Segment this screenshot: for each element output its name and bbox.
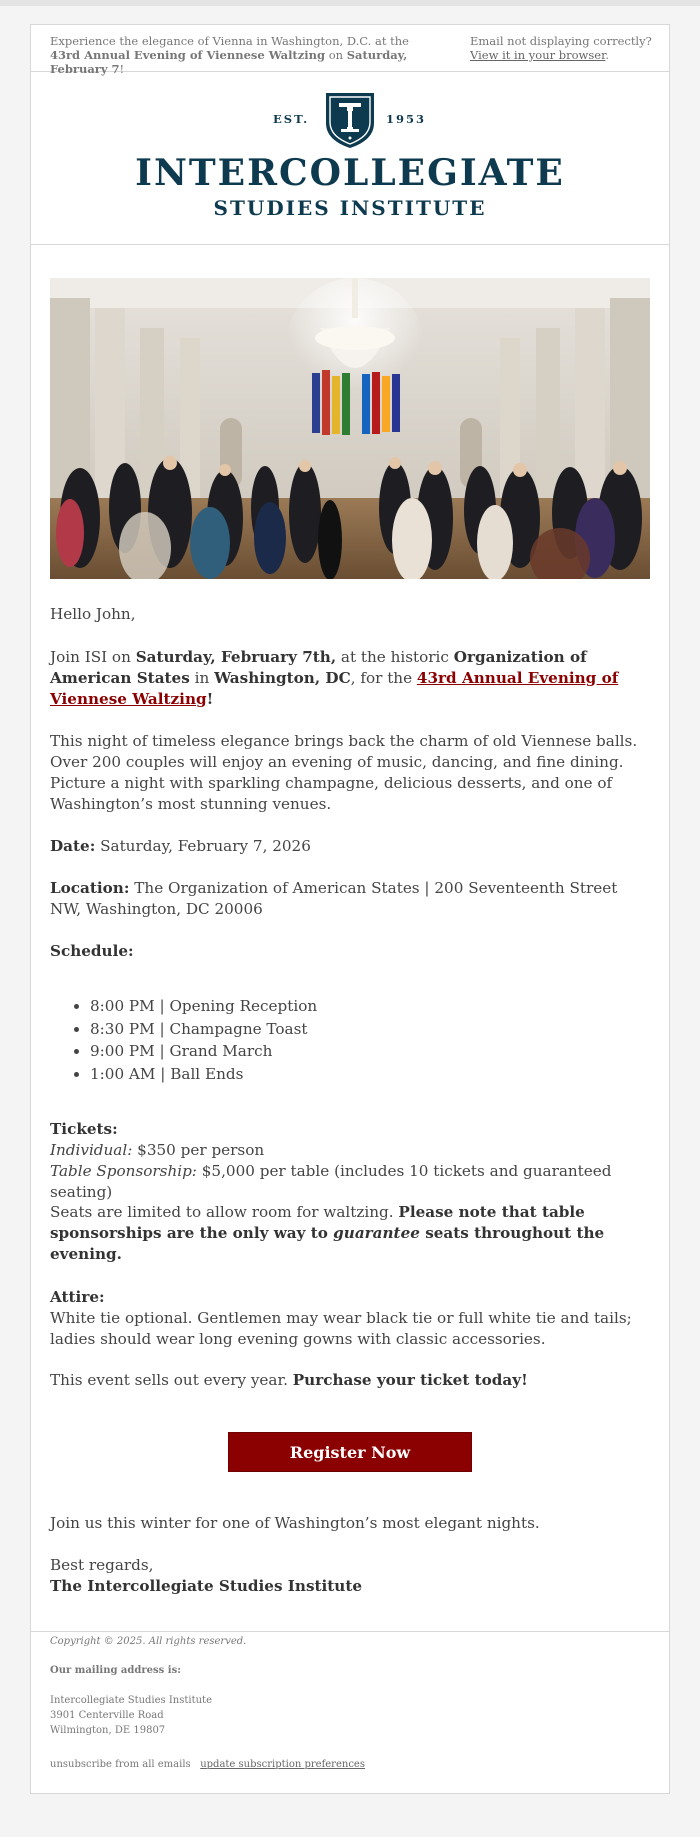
intro-paragraph: Join ISI on Saturday, February 7th, at the historic Organization of American States in Washington, DC, for the 43rd Annual Evening of Viennese Waltzing! — [50, 648, 619, 708]
attire-section: Attire: White tie optional. Gentlemen may wear black tie or full white tie and tails; ladies should wear long evening gowns with classic accessories. — [50, 1288, 632, 1348]
ballroom-photo — [50, 278, 650, 579]
seats-paragraph: Seats are limited to allow room for waltzing. Please note that table sponsorships are the only way to guarantee seats throughout the evening. — [50, 1203, 605, 1263]
schedule-item: • 8:30 PM | Champagne Toast — [90, 1018, 650, 1041]
preheader — [31, 25, 669, 76]
address-line: Wilmington, DE 19807 — [50, 1725, 166, 1736]
schedule-item: • 8:00 PM | Opening Reception — [90, 995, 650, 1018]
sellout-line: This event sells out every year. Purchase your ticket today! — [50, 1371, 528, 1389]
preheader-intro: Experience the elegance of Vienna in Washington, D.C. at the 43rd Annual Evening of Viennese Waltzing on Saturday, February 7! — [50, 34, 409, 76]
hero-image — [50, 278, 650, 579]
top-bar — [0, 0, 700, 6]
greeting: Hello John, — [50, 605, 136, 623]
schedule-item: • 9:00 PM | Grand March — [90, 1040, 650, 1063]
logo-header — [31, 72, 669, 245]
founded-year: 1953 — [386, 112, 427, 126]
mailing-label: Our mailing address is: — [50, 1665, 181, 1676]
event-link[interactable]: 43rd Annual Evening of Viennese Waltzing — [50, 669, 619, 708]
unsubscribe-text: unsubscribe from all emails — [50, 1759, 191, 1770]
address-line: Intercollegiate Studies Institute — [50, 1695, 212, 1706]
schedule-heading: Schedule: — [50, 942, 134, 960]
email-body — [50, 604, 650, 625]
org-name-line1: INTERCOLLEGIATE — [135, 152, 565, 194]
org-name-line2: STUDIES INSTITUTE — [213, 196, 487, 220]
description-paragraph: This night of timeless elegance brings back the charm of old Viennese balls. Over 200 couples will enjoy an evening of music, dancing, and fine dining. Picture a night with sparkling champagne, delicious desserts, and one of Washington’s most stunning venues. — [50, 732, 638, 813]
update-preferences-link[interactable]: update subscription preferences — [200, 1759, 365, 1770]
view-in-browser-link[interactable]: View it in your browser — [470, 48, 606, 62]
footer — [31, 1631, 669, 1794]
register-now-button[interactable]: Register Now — [228, 1432, 472, 1472]
closing-line: Join us this winter for one of Washington’s most elegant nights. — [50, 1514, 540, 1532]
signature: The Intercollegiate Studies Institute — [50, 1577, 363, 1595]
location-line: Location: The Organization of American States | 200 Seventeenth Street NW, Washington, DC 20006 — [50, 879, 618, 918]
tickets-section: Tickets: Individual: $350 per person Table Sponsorship: $5,000 per table (includes 10 tickets and guaranteed seating) — [50, 1120, 612, 1201]
shield-icon — [324, 91, 376, 149]
schedule-list — [50, 995, 650, 1085]
date-line: Date: Saturday, February 7, 2026 — [50, 837, 311, 855]
schedule-item: • 1:00 AM | Ball Ends — [90, 1063, 650, 1086]
address-line: 3901 Centerville Road — [50, 1710, 164, 1721]
preheader-browser-note: Email not displaying correctly? View it in your browser. — [470, 34, 652, 62]
signature-block: Best regards, The Intercollegiate Studies Institute — [50, 1556, 363, 1595]
est-label: EST. — [273, 112, 310, 126]
copyright: Copyright © 2025. All rights reserved. — [50, 1636, 247, 1647]
